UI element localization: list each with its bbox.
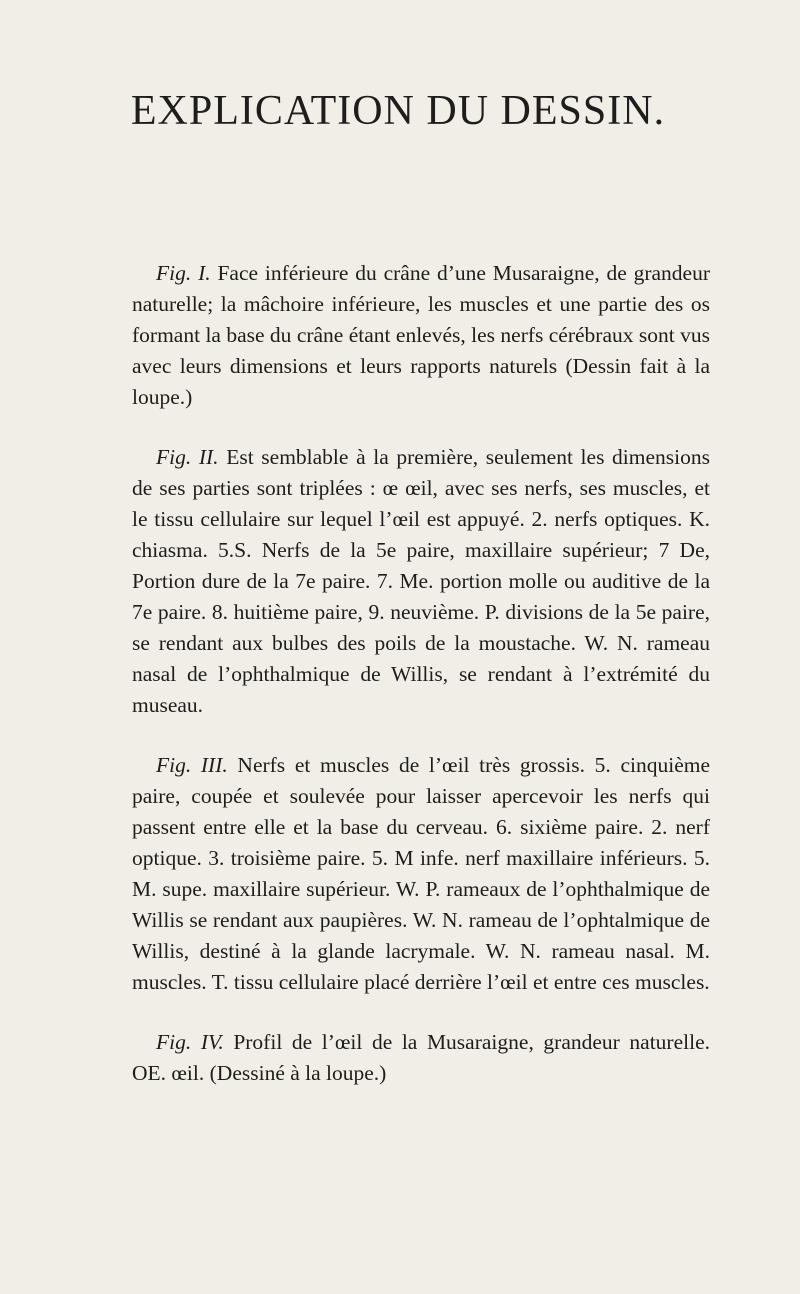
figure-description: Profil de l’œil de la Musaraigne, grandeur naturelle. OE. œil. (Dessiné à la loupe.) (132, 1030, 710, 1085)
figure-entry-1 (132, 258, 710, 413)
figure-label: Fig. II. (156, 445, 219, 469)
page-title: EXPLICATION DU DESSIN. (130, 88, 666, 134)
figure-label: Fig. IV. (156, 1030, 224, 1054)
figure-label: Fig. III. (156, 753, 228, 777)
figure-description: Nerfs et muscles de l’œil très grossis. 5. cinquième paire, coupée et soulevée pour laisser apercevoir les nerfs qui passent entre elle et la base du cerveau. 6. sixième paire. 2. nerf optique. 3. troisième paire. 5. M infe. nerf maxillaire inférieurs. 5. M. supe. maxillaire supérieur. W. P. rameaux de l’ophthalmique de Willis se rendant aux paupières. W. N. rameau de l’ophtalmique de Willis, destiné à la glande lacrymale. W. N. rameau nasal. M. muscles. T. tissu cellulaire placé derrière l’œil et entre ces muscles. (132, 753, 710, 994)
figure-entry-3 (132, 750, 710, 998)
figure-entry-4 (132, 1027, 710, 1089)
figure-description: Face inférieure du crâne d’une Musaraigne, de grandeur naturelle; la mâchoire inférieure, les muscles et une partie des os formant la base du crâne étant enlevés, les nerfs cérébraux sont vus avec leurs dimensions et leurs rapports naturels (Dessin fait à la loupe.) (132, 261, 710, 409)
figure-explanations (132, 258, 710, 1089)
figure-label: Fig. I. (156, 261, 211, 285)
figure-description: Est semblable à la première, seulement les dimensions de ses parties sont triplées : œ œil, avec ses nerfs, ses muscles, et le tissu cellulaire sur lequel l’œil est appuyé. 2. nerfs optiques. K. chiasma. 5.S. Nerfs de la 5e paire, maxillaire supérieur; 7 De, Portion dure de la 7e paire. 7. Me. portion molle ou auditive de la 7e paire. 8. huitième paire, 9. neuvième. P. divisions de la 5e paire, se rendant aux bulbes des poils de la moustache. W. N. rameau nasal de l’ophthalmique de Willis, se rendant à l’extrémité du museau. (132, 445, 711, 717)
figure-entry-2 (132, 442, 710, 721)
